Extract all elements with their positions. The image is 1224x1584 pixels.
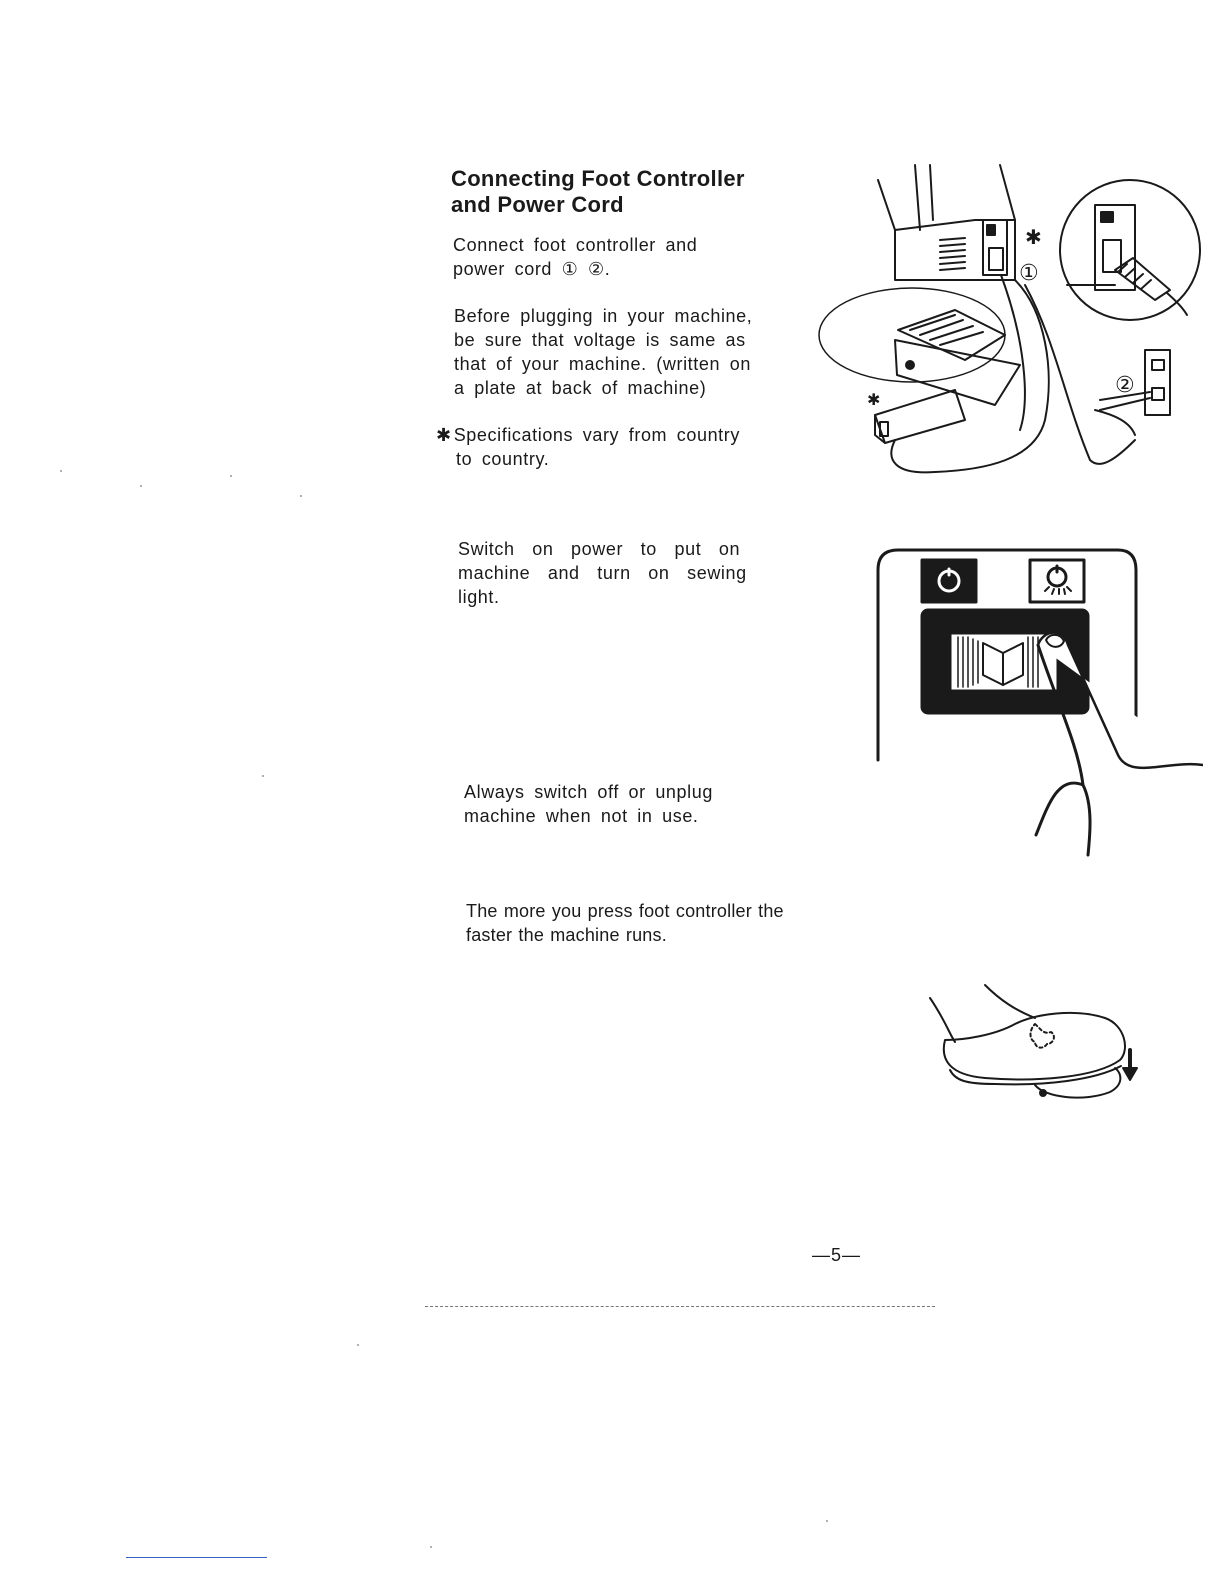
- spec-line-2: to country.: [456, 449, 550, 469]
- scan-speck: [300, 495, 302, 497]
- switch-off-paragraph: Always switch off or unplug machine when not in use.: [464, 782, 713, 826]
- figure-marker-two: ②: [1115, 373, 1135, 398]
- section-title: [451, 166, 781, 218]
- scan-speck: [60, 470, 62, 472]
- title-line-2: and Power Cord: [451, 192, 624, 217]
- spec-line-1: Specifications vary from country: [453, 425, 740, 445]
- scan-speck: [140, 485, 142, 487]
- page-number: —5—: [812, 1245, 862, 1265]
- asterisk-marker: ✱: [436, 425, 452, 445]
- specification-note: [436, 423, 766, 471]
- power-switch-illustration: [868, 545, 1203, 865]
- figure-marker-one: ①: [1019, 261, 1039, 286]
- figure-asterisk-marker-pedal: ✱: [867, 390, 881, 409]
- foot-pedal-illustration: [925, 980, 1145, 1110]
- switch-on-paragraph: Switch on power to put on machine and turn on sewing light.: [458, 539, 747, 607]
- scan-divider: [425, 1306, 935, 1307]
- scan-speck: [826, 1520, 828, 1522]
- machine-plug-illustration: [815, 160, 1205, 490]
- scan-speck: [230, 475, 232, 477]
- scan-edge-line: [126, 1557, 267, 1558]
- scan-speck: [357, 1344, 359, 1346]
- scan-speck: [430, 1546, 432, 1548]
- title-line-1: Connecting Foot Controller: [451, 166, 745, 191]
- down-arrow-icon: [1123, 1050, 1137, 1080]
- figure-asterisk-marker: ✱: [1025, 225, 1042, 249]
- scan-speck: [262, 775, 264, 777]
- speed-paragraph: The more you press foot controller the faster the machine runs.: [466, 901, 784, 945]
- voltage-paragraph: Before plugging in your machine, be sure that voltage is same as that of your machine. (written on a plate at back of machine): [454, 306, 753, 398]
- connect-paragraph: Connect foot controller and power cord ① ②.: [453, 235, 698, 279]
